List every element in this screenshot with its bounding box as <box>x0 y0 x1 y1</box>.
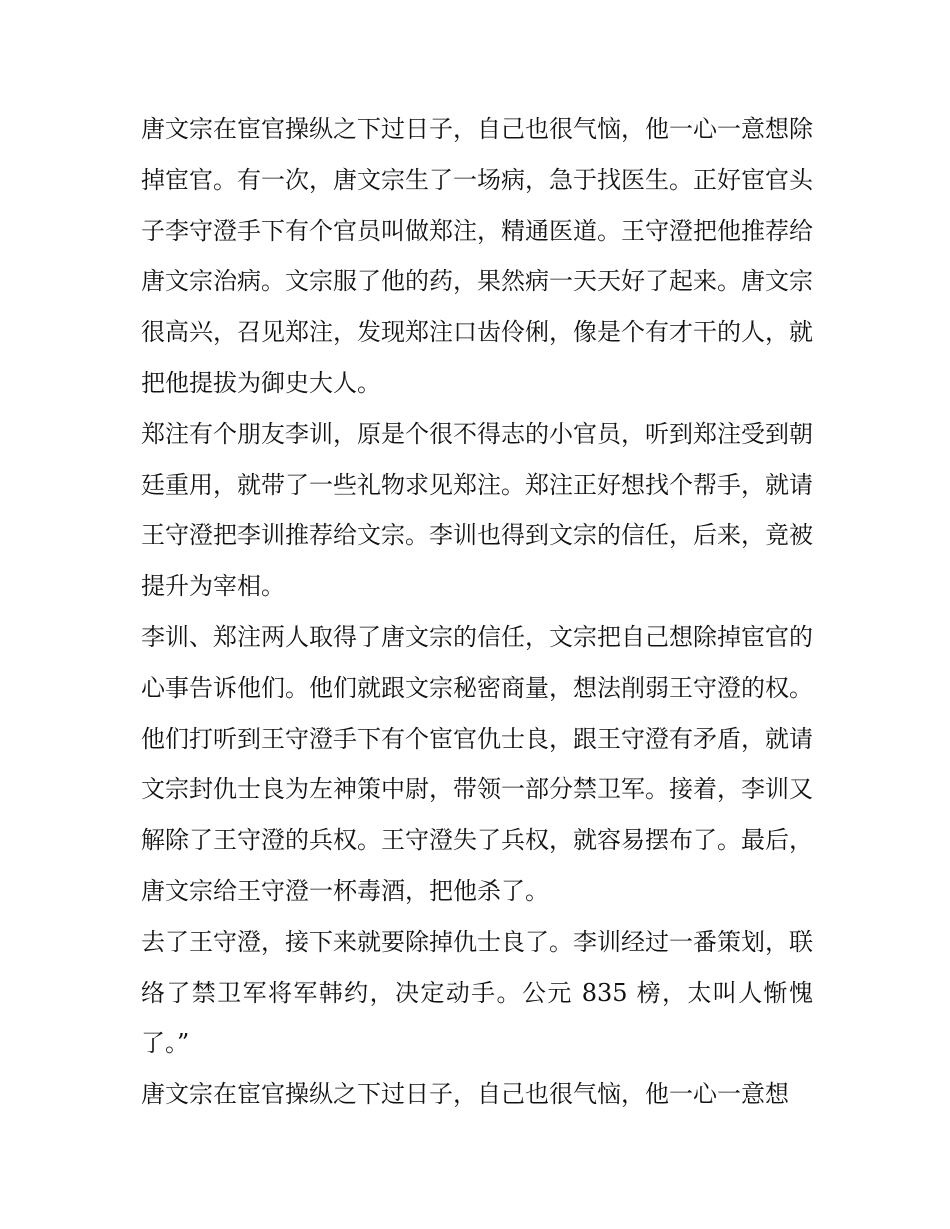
paragraph-2: 郑注有个朋友李训，原是个很不得志的小官员，听到郑注受到朝廷重用，就带了一些礼物求见郑注。郑注正好想找个帮手，就请王守澄把李训推荐给文宗。李训也得到文宗的信任，后来，竟被提升为宰相。 <box>141 419 813 601</box>
paragraph-5: 唐文宗在宦官操纵之下过日子，自己也很气恼，他一心一意想 <box>141 1080 789 1109</box>
paragraph-1: 唐文宗在宦官操纵之下过日子，自己也很气恼，他一心一意想除掉宦官。有一次，唐文宗生了一场病，急于找医生。正好宦官头子李守澄手下有个官员叫做郑注，精通医道。王守澄把他推荐给唐文宗治病。文宗服了他的药，果然病一天天好了起来。唐文宗很高兴，召见郑注，发现郑注口齿伶俐，像是个有才干的人，就把他提拔为御史大人。 <box>141 115 813 397</box>
paragraph-4: 去了王守澄，接下来就要除掉仇士良了。李训经过一番策划，联络了禁卫军将军韩约，决定动手。公元 835 榜，太叫人惭愧了。” <box>141 927 813 1058</box>
document-body <box>141 104 813 1120</box>
paragraph-3: 李训、郑注两人取得了唐文宗的信任，文宗把自己想除掉宦官的心事告诉他们。他们就跟文宗秘密商量，想法削弱王守澄的权。他们打听到王守澄手下有个宦官仇士良，跟王守澄有矛盾，就请文宗封仇士良为左神策中尉，带领一部分禁卫军。接着，李训又解除了王守澄的兵权。王守澄失了兵权，就容易摆布了。最后，唐文宗给王守澄一杯毒酒，把他杀了。 <box>141 622 813 905</box>
